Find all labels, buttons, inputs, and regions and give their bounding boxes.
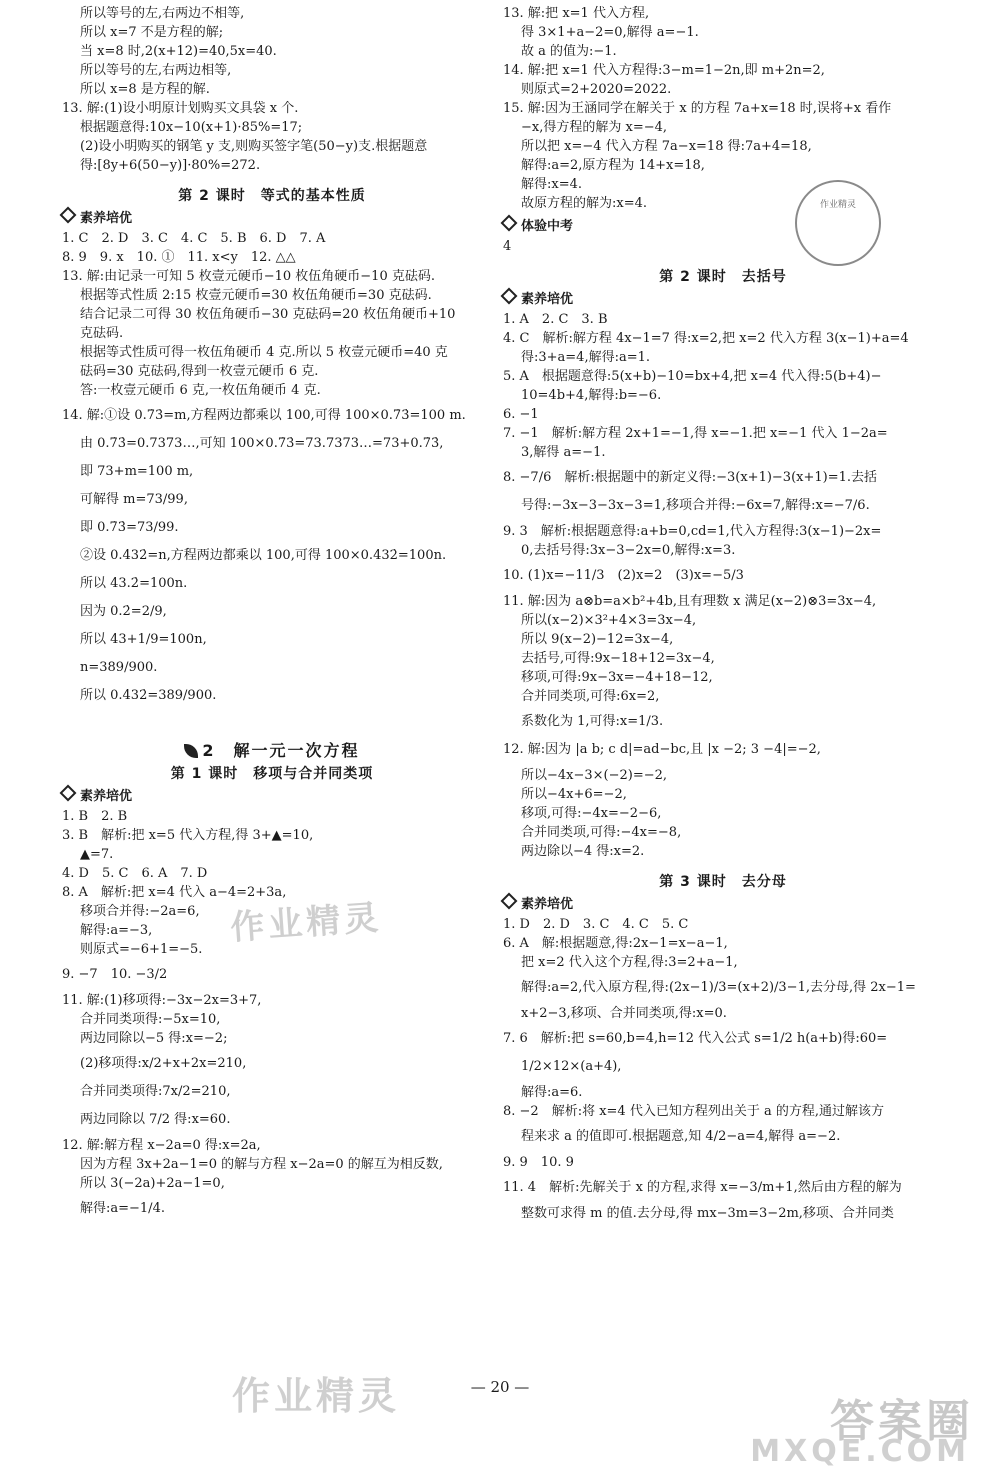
text-line: 合并同类项,可得:6x=2, bbox=[521, 689, 660, 704]
text-line: 9. −7 10. −3/2 bbox=[62, 967, 168, 982]
text-line: 8. 9 9. x 10. ① 11. x<y 12. △△ bbox=[62, 250, 296, 265]
lesson-heading: 第 3 课时 去分母 bbox=[659, 874, 787, 890]
text-line: 所以−4x−3×(−2)=−2, bbox=[521, 768, 668, 783]
text-line: 因为方程 3x+2a−1=0 的解与方程 x−2a=0 的解互为相反数, bbox=[80, 1157, 443, 1172]
lesson-heading: 第 2 课时 去括号 bbox=[659, 269, 787, 285]
text-line: (2)移项得:x/2+x+2x=210, bbox=[80, 1056, 247, 1071]
text-line: 整数可求得 m 的值.去分母,得 mx−3m=3−2m,移项、合并同类 bbox=[521, 1206, 894, 1221]
text-line: 把 x=2 代入这个方程,得:3=2+a−1, bbox=[521, 955, 738, 970]
text-line: 所以(x−2)×3²+4×3=3x−4, bbox=[521, 613, 697, 628]
text-line: x+2−3,移项、合并同类项,得:x=0. bbox=[521, 1006, 727, 1021]
text-line: ②设 0.432̇=n,方程两边都乘以 100,可得 100×0.432̇=100n. bbox=[80, 548, 447, 563]
text-line: 12. 解:因为 |a b; c d|=ad−bc,且 |x −2; 3 −4|=−2, bbox=[503, 742, 821, 757]
diamond-icon bbox=[501, 215, 518, 232]
diamond-icon bbox=[501, 893, 518, 910]
text-line: n=389/900. bbox=[80, 660, 158, 675]
text-line: 克砝码. bbox=[80, 326, 124, 341]
left-column bbox=[62, 4, 482, 1225]
text-line: 合并同类项得:−5x=10, bbox=[80, 1012, 221, 1027]
diamond-icon bbox=[60, 785, 77, 802]
text-line: 4. D 5. C 6. A 7. D bbox=[62, 866, 208, 881]
text-line: 即 73+m=100 m, bbox=[80, 464, 194, 479]
text-line: 故 a 的值为:−1. bbox=[521, 44, 617, 59]
text-line: 4 bbox=[503, 239, 512, 254]
text-line: 6. −1 bbox=[503, 407, 539, 422]
text-line: 解得:x=4. bbox=[521, 177, 583, 192]
text-line: 故原方程的解为:x=4. bbox=[521, 196, 648, 211]
text-line: 答:一枚壹元硬币 6 克,一枚伍角硬币 4 克. bbox=[80, 383, 321, 398]
watermark: 作业精灵 bbox=[229, 897, 384, 949]
text-line: 号得:−3x−3−3x−3=1,移项合并得:−6x=7,解得:x=−7/6. bbox=[521, 498, 870, 513]
section-title-text: 2 解一元一次方程 bbox=[202, 741, 360, 760]
text-line: 15. 解:因为王涵同学在解关于 x 的方程 7a+x=18 时,误将+x 看作 bbox=[503, 101, 892, 116]
text-line: 所以 x=8 是方程的解. bbox=[80, 82, 210, 97]
text-line: 得:[8y+6(50−y)]·80%=272. bbox=[80, 158, 261, 173]
text-line: 所以 9(x−2)−12=3x−4, bbox=[521, 632, 674, 647]
text-line: 解得:a=2,原方程为 14+x=18, bbox=[521, 158, 705, 173]
section-label bbox=[62, 787, 482, 807]
section-title bbox=[62, 738, 482, 761]
text-line: 根据等式性质 2:15 枚壹元硬币=30 枚伍角硬币=30 克砝码. bbox=[80, 288, 432, 303]
text-line: 解得:a=−1/4. bbox=[80, 1201, 165, 1216]
text-line: 14. 解:把 x=1 代入方程得:3−m=1−2n,即 m+2n=2, bbox=[503, 63, 825, 78]
text-line: 可解得 m=73/99, bbox=[80, 492, 188, 507]
text-line: 3. B 解析:把 x=5 代入方程,得 3+▲=10, bbox=[62, 828, 314, 843]
text-line: ▲=7. bbox=[80, 847, 114, 862]
text-line: 结合记录二可得 30 枚伍角硬币−30 克砝码=20 枚伍角硬币+10 bbox=[80, 307, 456, 322]
page-number: — 20 — bbox=[470, 1378, 530, 1396]
text-line: 1/2×12×(a+4), bbox=[521, 1059, 622, 1074]
lesson-heading: 第 1 课时 移项与合并同类项 bbox=[170, 766, 374, 782]
stamp-seal bbox=[795, 180, 881, 266]
text-line: 得:3+a=4,解得:a=1. bbox=[521, 350, 651, 365]
section-label-text: 素养培优 bbox=[80, 211, 133, 226]
text-line: 所以 3(−2a)+2a−1=0, bbox=[80, 1176, 225, 1191]
text-line: 8. −2 解析:将 x=4 代入已知方程列出关于 a 的方程,通过解该方 bbox=[503, 1104, 884, 1119]
text-line: 移项,可得:9x−3x=−4+18−12, bbox=[521, 670, 713, 685]
text-line: 13. 解:把 x=1 代入方程, bbox=[503, 6, 650, 21]
text-line: 解得:a=2,代入原方程,得:(2x−1)/3=(x+2)/3−1,去分母,得 2x−1= bbox=[521, 980, 916, 995]
text-line: 去括号,可得:9x−18+12=3x−4, bbox=[521, 651, 715, 666]
section-label bbox=[503, 290, 943, 310]
text-line: 即 0.7̇3̇=73/99. bbox=[80, 520, 179, 535]
text-line: 4. C 解析:解方程 4x−1=7 得:x=2,把 x=2 代入方程 3(x−1)+a=4 bbox=[503, 331, 909, 346]
text-line: 3,解得 a=−1. bbox=[521, 445, 606, 460]
text-line: 0,去括号得:3x−3−2x=0,解得:x=3. bbox=[521, 543, 736, 558]
text-line: 7. 6 解析:把 s=60,b=4,h=12 代入公式 s=1/2 h(a+b)得:60= bbox=[503, 1031, 888, 1046]
text-line: 砝码=30 克砝码,得到一枚壹元硬币 6 克. bbox=[80, 364, 319, 379]
text-line: 合并同类项,可得:−4x=−8, bbox=[521, 825, 682, 840]
text-line: 所以−4x+6=−2, bbox=[521, 787, 627, 802]
text-line: 程来求 a 的值即可.根据题意,知 4/2−a=4,解得 a=−2. bbox=[521, 1129, 841, 1144]
text-line: 移项合并得:−2a=6, bbox=[80, 904, 200, 919]
leaf-icon bbox=[184, 744, 198, 758]
watermark-logo: 答案圈 bbox=[830, 1396, 974, 1447]
text-line: 8. −7/6 解析:根据题中的新定义得:−3(x+1)−3(x+1)=1.去括 bbox=[503, 470, 878, 485]
text-line: 13. 解:由记录一可知 5 枚壹元硬币−10 枚伍角硬币−10 克砝码. bbox=[62, 269, 435, 284]
watermark-url: MXQE.COM bbox=[750, 1434, 970, 1469]
diamond-icon bbox=[501, 288, 518, 305]
text-line: 因为 0.2̇=2/9, bbox=[80, 604, 167, 619]
text-line: 得 3×1+a−2=0,解得 a=−1. bbox=[521, 25, 699, 40]
text-line: 1. A 2. C 3. B bbox=[503, 312, 608, 327]
text-line: 两边同除以−5 得:x=−2; bbox=[80, 1031, 228, 1046]
text-line: 12. 解:解方程 x−2a=0 得:x=2a, bbox=[62, 1138, 261, 1153]
section-label-text: 素养培优 bbox=[521, 897, 574, 912]
section-label bbox=[62, 209, 482, 229]
text-line: 根据等式性质可得一枚伍角硬币 4 克.所以 5 枚壹元硬币=40 克 bbox=[80, 345, 448, 360]
text-line: 所以 43.2̇=100n. bbox=[80, 576, 188, 591]
text-line: 所以 x=7 不是方程的解; bbox=[80, 25, 224, 40]
text-line: 13. 解:(1)设小明原计划购买文具袋 x 个. bbox=[62, 101, 299, 116]
text-line: 1. D 2. D 3. C 4. C 5. C bbox=[503, 917, 689, 932]
text-line: 移项,可得:−4x=−2−6, bbox=[521, 806, 662, 821]
text-line: 11. 4 解析:先解关于 x 的方程,求得 x=−3/m+1,然后由方程的解为 bbox=[503, 1180, 902, 1195]
text-line: 9. 9 10. 9 bbox=[503, 1155, 574, 1170]
text-line: 两边同除以 7/2 得:x=60. bbox=[80, 1112, 231, 1127]
diamond-icon bbox=[60, 207, 77, 224]
text-line: 由 0.7̇3̇=0.7373…,可知 100×0.7̇3̇=73.7373…=73+0.7̇3̇, bbox=[80, 436, 444, 451]
text-line: 6. A 解:根据题意,得:2x−1=x−a−1, bbox=[503, 936, 728, 951]
text-line: 11. 解:因为 a⊗b=a×b²+4b,且有理数 x 满足(x−2)⊗3=3x−4, bbox=[503, 594, 877, 609]
section-label-text: 体验中考 bbox=[521, 219, 574, 234]
text-line: 则原式=−6+1=−5. bbox=[80, 942, 203, 957]
text-line: 1. C 2. D 3. C 4. C 5. B 6. D 7. A bbox=[62, 231, 326, 246]
text-line: 9. 3 解析:根据题意得:a+b=0,cd=1,代入方程得:3(x−1)−2x= bbox=[503, 524, 882, 539]
section-label-text: 素养培优 bbox=[521, 292, 574, 307]
text-line: 解得:a=6. bbox=[521, 1085, 583, 1100]
text-line: 合并同类项得:7x/2=210, bbox=[80, 1084, 231, 1099]
text-line: 根据题意得:10x−10(x+1)·85%=17; bbox=[80, 120, 303, 135]
text-line: 则原式=2+2020=2022. bbox=[521, 82, 672, 97]
text-line: 1. B 2. B bbox=[62, 809, 128, 824]
text-line: 当 x=8 时,2(x+12)=40,5x=40. bbox=[80, 44, 277, 59]
text-line: 10=4b+4,解得:b=−6. bbox=[521, 388, 662, 403]
lesson-heading: 第 2 课时 等式的基本性质 bbox=[178, 188, 366, 204]
text-line: 14. 解:①设 0.7̇3̇=m,方程两边都乘以 100,可得 100×0.7̇3̇=100 m. bbox=[62, 408, 466, 423]
text-line: 5. A 根据题意得:5(x+b)−10=bx+4,把 x=4 代入得:5(b+4)− bbox=[503, 369, 882, 384]
text-line: 所以把 x=−4 代入方程 7a−x=18 得:7a+4=18, bbox=[521, 139, 812, 154]
text-line: 11. 解:(1)移项得:−3x−2x=3+7, bbox=[62, 993, 262, 1008]
watermark: 作业精灵 bbox=[232, 1374, 401, 1418]
section-label bbox=[503, 895, 943, 915]
right-column bbox=[503, 4, 943, 1223]
text-line: 解得:a=−3, bbox=[80, 923, 153, 938]
text-line: −x,得方程的解为 x=−4, bbox=[521, 120, 668, 135]
text-line: 8. A 解析:把 x=4 代入 a−4=2+3a, bbox=[62, 885, 287, 900]
text-line: (2)设小明购买的钢笔 y 支,则购买签字笔(50−y)支.根据题意 bbox=[80, 139, 428, 154]
stamp-text: 作业精灵 bbox=[819, 200, 856, 210]
text-line: 两边除以−4 得:x=2. bbox=[521, 844, 645, 859]
text-line: 所以等号的左,右两边不相等, bbox=[80, 6, 245, 21]
text-line: 所以 43+1/9=100n, bbox=[80, 632, 207, 647]
text-line: 10. (1)x=−11/3 (2)x=2 (3)x=−5/3 bbox=[503, 568, 744, 583]
section-label-text: 素养培优 bbox=[80, 789, 133, 804]
text-line: 系数化为 1,可得:x=1/3. bbox=[521, 714, 664, 729]
text-line: 所以等号的左,右两边相等, bbox=[80, 63, 232, 78]
text-line: 7. −1 解析:解方程 2x+1=−1,得 x=−1.把 x=−1 代入 1−2a= bbox=[503, 426, 888, 441]
text-line: 所以 0.432̇=389/900. bbox=[80, 688, 217, 703]
